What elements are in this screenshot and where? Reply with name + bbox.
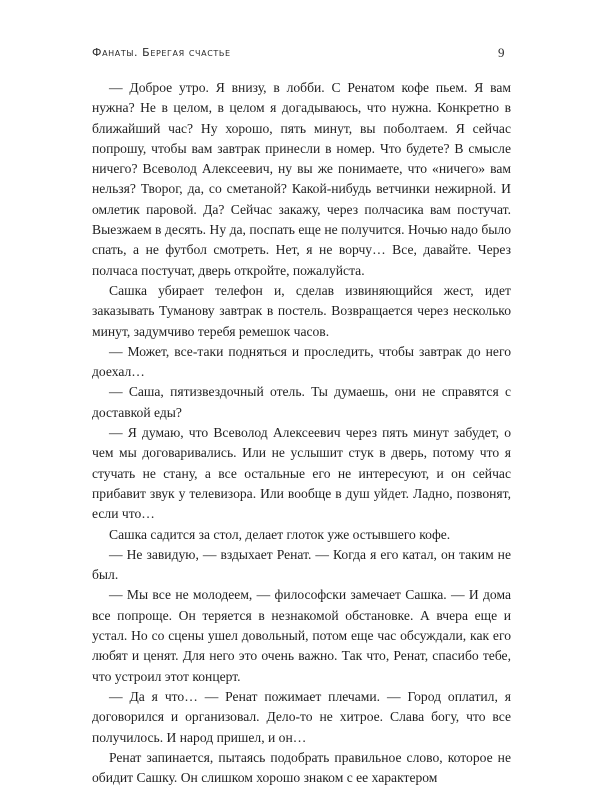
paragraph: Сашка убирает телефон и, сделав извиняющийся жест, идет заказывать Туманову завтрак в постель. Возвращается через несколько минут, задумчиво теребя ремешок часов.	[92, 282, 511, 339]
paragraph: — Не завидую, — вздыхает Ренат. — Когда я его катал, он таким не был.	[92, 546, 511, 583]
body-text	[92, 78, 511, 788]
paragraph: — Да я что… — Ренат пожимает плечами. — Город оплатил, я договорился и организовал. Дело-то не хитрое. Слава богу, что все получилось. И народ пришел, и он…	[92, 688, 511, 745]
paragraph: — Я думаю, что Всеволод Алексеевич через пять минут забудет, о чем мы договаривались. Или не услышит стук в дверь, потому что я стучать не стану, а все остальные его не интересуют, и он сейчас прибавит звук у телевизора. Или вообще в душ уйдет. Ладно, позвонят, если что…	[92, 425, 511, 522]
paragraph: Ренат запинается, пытаясь подобрать правильное слово, которое не обидит Сашку. Он слишком хорошо знаком с ее характером	[92, 749, 511, 786]
page-number: 9	[498, 45, 505, 60]
running-title: Фанаты. Берегая счастье	[92, 46, 231, 59]
paragraph: — Может, все-таки подняться и проследить, чтобы завтрак до него доехал…	[92, 343, 511, 380]
paragraph: — Мы все не молодеем, — философски замечает Сашка. — И дома все попроще. Он теряется в незнакомой обстановке. А вчера еще и устал. Но со сцены ушел довольный, потом еще час обсуждали, как его любят и ценят. Для него это очень важно. Так что, Ренат, спасибо тебе, что устроил этот концерт.	[92, 587, 511, 684]
paragraph: — Доброе утро. Я внизу, в лобби. С Ренатом кофе пьем. Я вам нужна? Не в целом, в целом я догадываюсь, что нужна. Конкретно в ближайший час? Ну хорошо, пять минут, вы поболтаем. Я сейчас попрошу, чтобы вам завтрак принесли в номер. Что будете? В смысле ничего? Всеволод Алексеевич, ну вы же понимаете, что «ничего» вам нельзя? Творог, да, со сметаной? Какой-нибудь ветчинки нежирной. И омлетик паровой. Да? Сейчас закажу, через полчасика вам постучат. Выезжаем в десять. Ну да, поспать еще не получится. Ночью надо было спать, а не футбол смотреть. Нет, я не ворчу… Все, давайте. Через полчаса постучат, дверь откройте, пожалуйста.	[92, 80, 511, 278]
paragraph: — Саша, пятизвездочный отель. Ты думаешь, они не справятся с доставкой еды?	[92, 384, 511, 420]
paragraph: Сашка садится за стол, делает глоток уже остывшего кофе.	[109, 526, 451, 542]
